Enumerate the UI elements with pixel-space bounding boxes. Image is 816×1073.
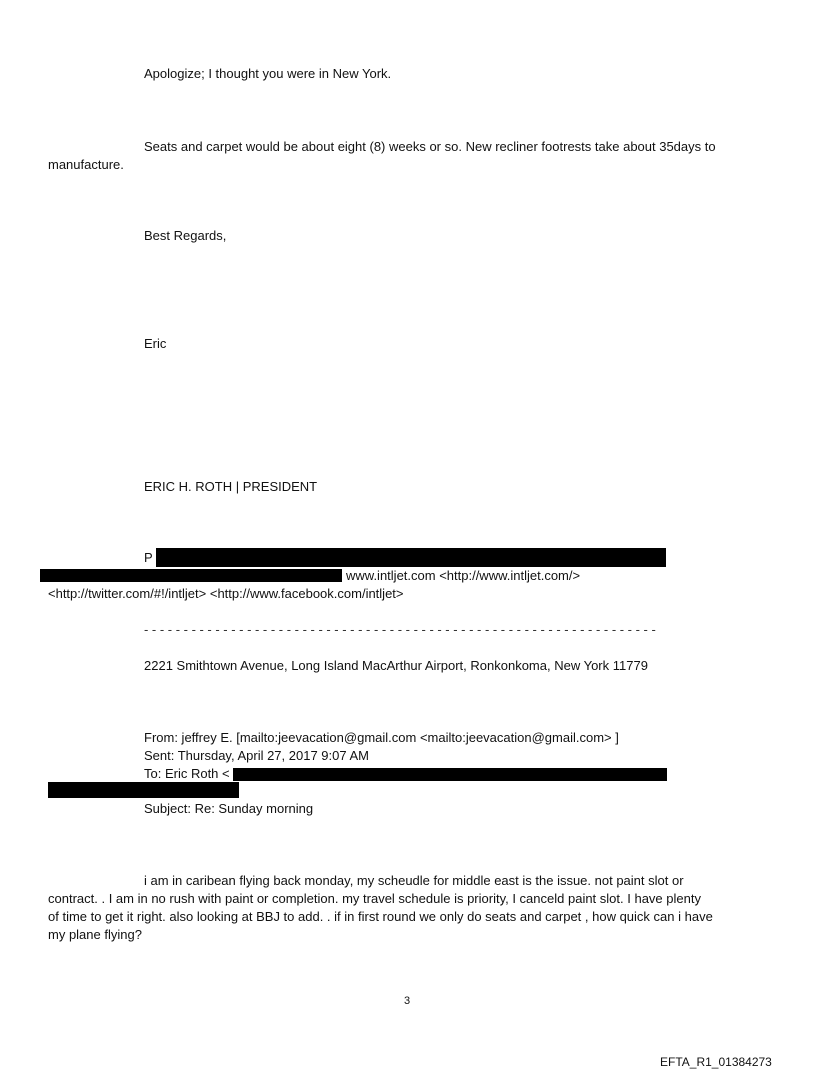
schedule-line-1: Seats and carpet would be about eight (8) weeks or so. New recliner footrests take about 35days to	[144, 139, 716, 154]
sender-name: Eric	[144, 336, 167, 351]
apology-line: Apologize; I thought you were in New York.	[144, 66, 392, 81]
social-links[interactable]: <http://twitter.com/#!/intljet> <http://www.facebook.com/intljet>	[48, 586, 404, 601]
phone-prefix: P	[144, 550, 153, 565]
email-sent: Sent: Thursday, April 27, 2017 9:07 AM	[144, 748, 369, 763]
website-link[interactable]: www.intljet.com <http://www.intljet.com/>	[346, 568, 581, 583]
signature-title: ERIC H. ROTH | PRESIDENT	[144, 479, 318, 494]
page-number: 3	[404, 995, 411, 1007]
closing: Best Regards,	[144, 228, 227, 243]
message-line-4: my plane flying?	[48, 927, 142, 942]
separator: -----------------------------------------------------------------	[144, 622, 660, 637]
document-id: EFTA_R1_01384273	[660, 1055, 772, 1069]
email-from: From: jeffrey E. [mailto:jeevacation@gmail.com <mailto:jeevacation@gmail.com> ]	[144, 730, 619, 745]
redaction-bar	[40, 569, 342, 582]
message-line-3: of time to get it right. also looking at BBJ to add. . if in first round we only do seats and carpet , how quick can i have	[48, 909, 713, 924]
redaction-bar	[156, 548, 666, 567]
schedule-line-2: manufacture.	[48, 157, 124, 172]
redaction-bar	[233, 768, 667, 781]
message-line-2: contract. . I am in no rush with paint or completion. my travel schedule is priority, I canceld paint slot. I have plenty	[48, 891, 701, 906]
email-subject: Subject: Re: Sunday morning	[144, 801, 314, 816]
redaction-bar	[48, 782, 239, 798]
message-line-1: i am in caribean flying back monday, my scheudle for middle east is the issue. not paint slot or	[144, 873, 684, 888]
email-to: To: Eric Roth <	[144, 766, 230, 781]
address: 2221 Smithtown Avenue, Long Island MacArthur Airport, Ronkonkoma, New York 11779	[144, 658, 648, 673]
